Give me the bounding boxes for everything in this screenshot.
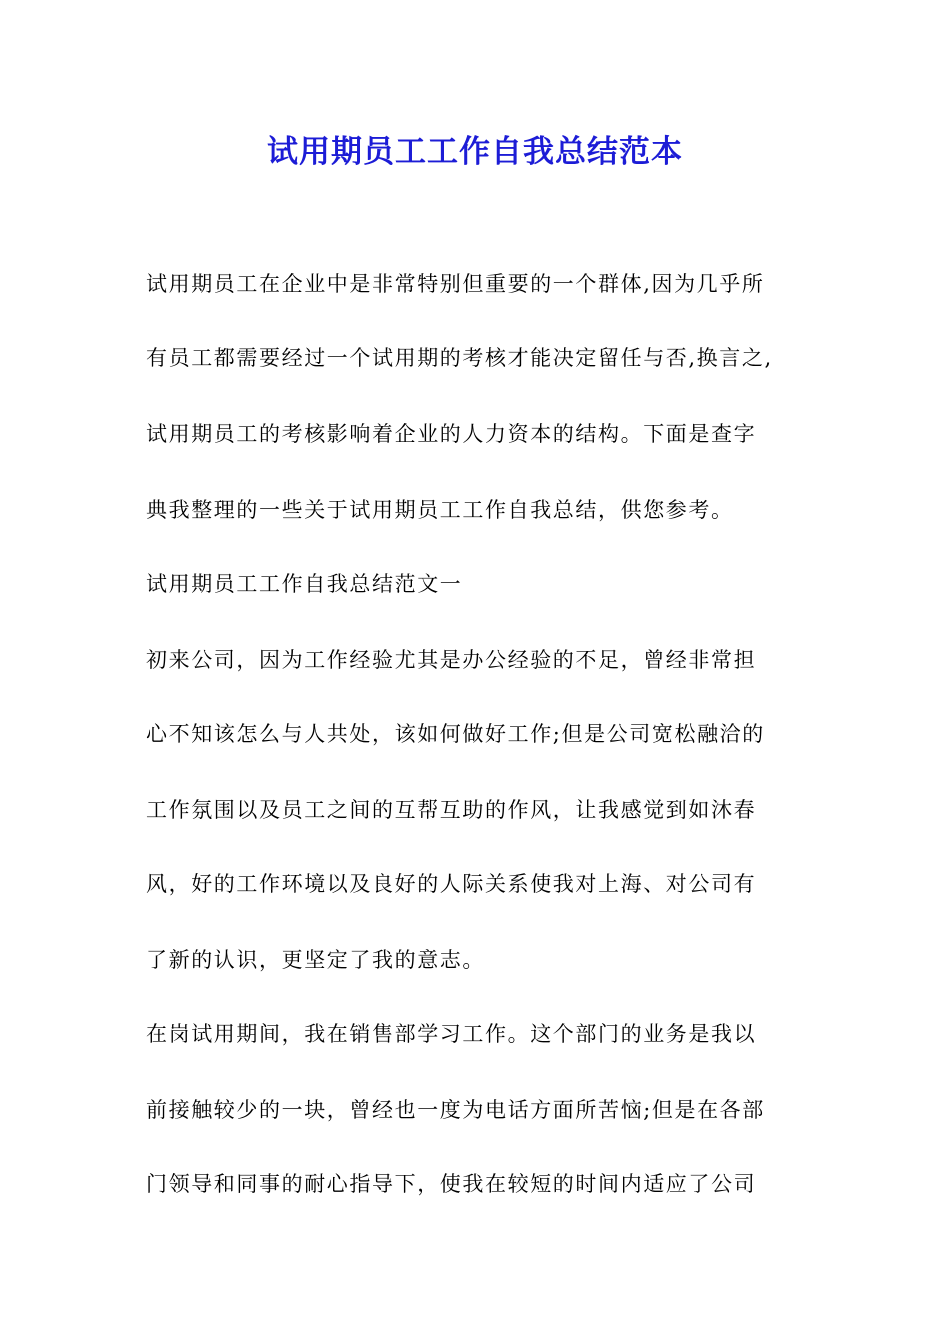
text-line-4: 典我整理的一些关于试用期员工工作自我总结，供您参考。: [146, 498, 734, 522]
text-line-2: 有员工都需要经过一个试用期的考核才能决定留任与否,换言之,: [146, 346, 773, 370]
text-line-8: 工作氛围以及员工之间的互帮互助的作风，让我感觉到如沐春: [146, 798, 757, 822]
text-line-12: 前接触较少的一块，曾经也一度为电话方面所苦恼;但是在各部: [146, 1098, 765, 1122]
text-line-3: 试用期员工的考核影响着企业的人力资本的结构。下面是查字: [146, 422, 757, 446]
text-line-10: 了新的认识，更坚定了我的意志。: [146, 948, 485, 972]
document-title: 试用期员工工作自我总结范本: [267, 134, 683, 170]
text-line-9: 风，好的工作环境以及良好的人际关系使我对上海、对公司有: [146, 872, 757, 896]
text-line-1: 试用期员工在企业中是非常特别但重要的一个群体,因为几乎所: [146, 272, 765, 296]
text-line-7: 心不知该怎么与人共处，该如何做好工作;但是公司宽松融洽的: [146, 722, 765, 746]
section-heading-1: 试用期员工工作自我总结范文一: [146, 572, 463, 596]
text-line-13: 门领导和同事的耐心指导下，使我在较短的时间内适应了公司: [146, 1172, 757, 1196]
text-line-11: 在岗试用期间，我在销售部学习工作。这个部门的业务是我以: [146, 1022, 757, 1046]
text-line-6: 初来公司，因为工作经验尤其是办公经验的不足，曾经非常担: [146, 648, 757, 672]
